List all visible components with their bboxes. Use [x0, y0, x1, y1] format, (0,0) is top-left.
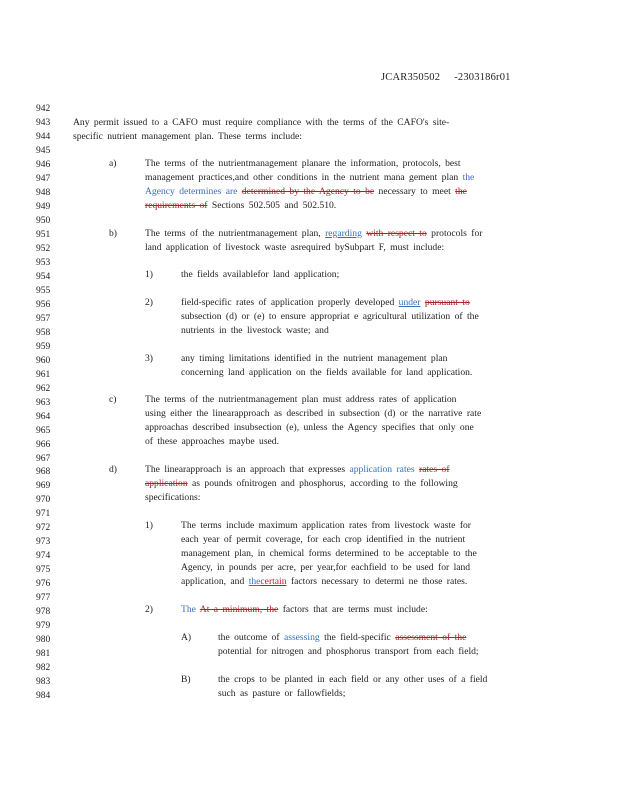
- line-number: 943: [36, 117, 51, 128]
- line-number: 977: [36, 593, 51, 604]
- section-c-line-4: of these approaches maybe used.: [145, 436, 280, 447]
- line-number: 958: [36, 327, 51, 338]
- line-number: 969: [36, 481, 51, 492]
- section-c-line-2: using either the linearapproach as described in subsection (d) or the narrative rate: [145, 408, 482, 419]
- section-d-line-1: The linearapproach is an approach that expresses application rates rates of: [145, 464, 450, 475]
- section-b-item-2-label: 2): [145, 297, 153, 308]
- doc-code: JCAR350502: [381, 72, 441, 83]
- section-a-line-2: management practices,and other conditions in the nutrient mana gement plan the: [145, 172, 475, 183]
- section-d-item-B-line-2: such as pasture or fallowfields;: [218, 688, 346, 699]
- section-d-item-A-line-1: the outcome of assessing the field-specific assessment of the: [218, 632, 467, 643]
- line-number: 946: [36, 159, 51, 170]
- line-number: 944: [36, 131, 51, 142]
- section-b-item-3-label: 3): [145, 353, 153, 364]
- line-number: 984: [36, 691, 51, 702]
- intro-line-2: specific nutrient management plan. These terms include:: [73, 131, 302, 142]
- line-number: 976: [36, 579, 51, 590]
- document-header: [381, 72, 511, 83]
- line-number: 968: [36, 467, 51, 478]
- line-number: 952: [36, 243, 51, 254]
- line-number: 945: [36, 145, 51, 156]
- section-d-item-1-line-2: each year of permit coverage, for each crop identified in the nutrient: [181, 534, 466, 545]
- line-number: 955: [36, 285, 51, 296]
- section-b-item-2-line-1: field-specific rates of application properly developed under pursuant to: [181, 297, 470, 308]
- line-number: 960: [36, 355, 51, 366]
- section-a-label: a): [109, 158, 117, 169]
- section-b-item-2-line-2: subsection (d) or (e) to ensure appropriat e agricultural utilization of the: [181, 311, 479, 322]
- section-d-line-2: application as pounds ofnitrogen and phosphorus, according to the following: [145, 478, 458, 489]
- section-d-item-A-label: A): [181, 632, 192, 643]
- section-d-item-1-line-5: application, and thecertain factors necessary to determi ne those rates.: [181, 576, 468, 587]
- section-d-item-1-line-4: Agency, in pounds per acre, per year,for eachfield to be used for land: [181, 562, 471, 573]
- line-number: 982: [36, 663, 51, 674]
- section-c-line-3: approachas described insubsection (e), unless the Agency specifies that only one: [145, 422, 474, 433]
- section-d-item-2-line: The At a minimum, the factors that are terms must include:: [181, 604, 428, 615]
- line-number: 961: [36, 369, 51, 380]
- line-number: 962: [36, 383, 51, 394]
- line-number: 978: [36, 607, 51, 618]
- line-number: 971: [36, 509, 51, 520]
- section-b-line-2: land application of livestock waste asrequired bySubpart F, must include:: [145, 242, 445, 253]
- section-b-label: b): [109, 228, 117, 239]
- section-c-label: c): [109, 394, 117, 405]
- line-number: 965: [36, 425, 51, 436]
- line-number: 966: [36, 439, 51, 450]
- line-number: 956: [36, 299, 51, 310]
- line-number: 981: [36, 649, 51, 660]
- line-number: 973: [36, 537, 51, 548]
- line-number: 959: [36, 341, 51, 352]
- section-d-item-1-line-3: management plan, in chemical forms determined to be acceptable to the: [181, 548, 477, 559]
- line-number: 942: [36, 104, 51, 114]
- line-number: 954: [36, 271, 51, 282]
- section-a-line-4: requirements of Sections 502.505 and 502.510.: [145, 200, 337, 211]
- section-d-item-1-line-1: The terms include maximum application rates from livestock waste for: [181, 520, 472, 531]
- section-b-item-3-line-1: any timing limitations identified in the nutrient management plan: [181, 353, 448, 364]
- section-d-line-3: specifications:: [145, 492, 201, 503]
- intro-line-1: Any permit issued to a CAFO must require compliance with the terms of the CAFO's site-: [73, 117, 450, 128]
- line-number: 963: [36, 397, 51, 408]
- section-d-item-B-label: B): [181, 674, 191, 685]
- line-number: 980: [36, 635, 51, 646]
- section-a-line-3: Agency determines are determined by the Agency to be necessary to meet the: [145, 186, 467, 197]
- line-number: 974: [36, 551, 51, 562]
- section-a-line-1: The terms of the nutrientmanagement planare the information, protocols, best: [145, 158, 461, 169]
- section-d-label: d): [109, 464, 117, 475]
- line-number: 947: [36, 173, 51, 184]
- section-b-line-1: The terms of the nutrientmanagement plan, regarding with respect to protocols for: [145, 228, 483, 239]
- line-number: 964: [36, 411, 51, 422]
- section-b-item-3-line-2: concerning land application on the fields available for land application.: [181, 367, 473, 378]
- line-number: 979: [36, 621, 51, 632]
- section-b-item-1-label: 1): [145, 269, 153, 280]
- line-number: 975: [36, 565, 51, 576]
- section-c-line-1: The terms of the nutrientmanagement plan must address rates of application: [145, 394, 457, 405]
- doc-ref: -2303186r01: [454, 72, 511, 83]
- section-d-item-A-line-2: potential for nitrogen and phosphorus transport from each field;: [218, 646, 479, 657]
- line-number: 951: [36, 229, 51, 240]
- section-d-item-B-line-1: the crops to be planted in each field or any other uses of a field: [218, 674, 488, 685]
- line-number: 953: [36, 257, 51, 268]
- section-b-item-2-line-3: nutrients in the livestock waste; and: [181, 325, 329, 336]
- section-b-item-1: the fields availablefor land application;: [181, 269, 340, 280]
- line-number: 949: [36, 201, 51, 212]
- line-number: 970: [36, 495, 51, 506]
- line-number: 983: [36, 677, 51, 688]
- section-d-item-2-label: 2): [145, 604, 153, 615]
- line-number: 950: [36, 215, 51, 226]
- line-number: 948: [36, 187, 51, 198]
- line-number: 967: [36, 453, 51, 464]
- section-d-item-1-label: 1): [145, 520, 153, 531]
- line-number: 957: [36, 313, 51, 324]
- line-number: 972: [36, 523, 51, 534]
